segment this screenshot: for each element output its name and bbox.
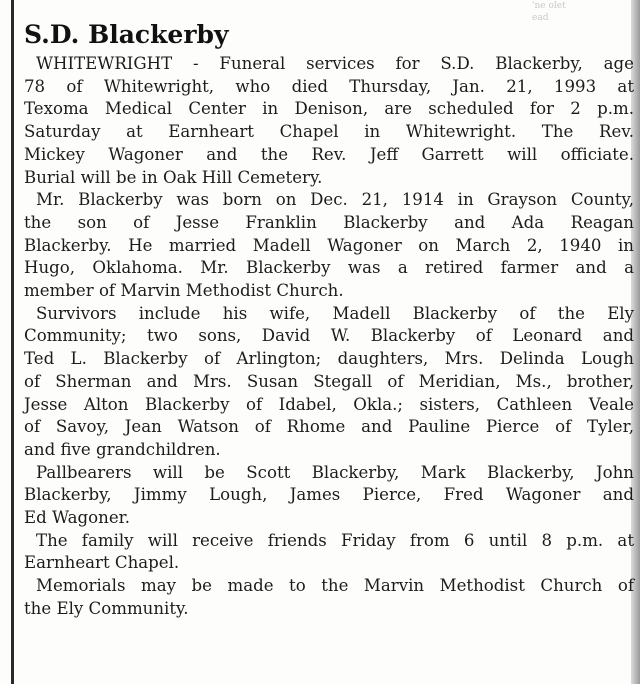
text-line: the son of Jesse Franklin Blackerby and Ada Reagan	[24, 212, 634, 232]
column-rule	[11, 0, 14, 684]
paragraph-survivors	[24, 303, 634, 462]
text-line: and five grandchildren.	[24, 439, 221, 459]
text-line: Ed Wagoner.	[24, 508, 131, 528]
paragraph-biography	[24, 189, 634, 303]
text-line: Burial will be in Oak Hill Cemetery.	[24, 167, 323, 187]
text-line: Jesse Alton Blackerby of Idabel, Okla.; sisters, Cathleen Veale	[24, 394, 634, 414]
paragraph-pallbearers	[24, 462, 634, 530]
text-line: The family will receive friends Friday from 6 until 8 p.m. at	[36, 530, 634, 550]
paragraph-services	[24, 53, 634, 189]
text-line: Mr. Blackerby was born on Dec. 21, 1914 in Grayson County,	[36, 190, 634, 210]
text-line: Memorials may be made to the Marvin Methodist Church of	[36, 576, 634, 596]
text-line: of Savoy, Jean Watson of Rhome and Pauline Pierce of Tyler,	[24, 417, 634, 437]
text-line: Survivors include his wife, Madell Blackerby of the Ely	[36, 303, 634, 323]
text-line: the Ely Community.	[24, 598, 189, 618]
text-line: Saturday at Earnheart Chapel in Whitewright. The Rev.	[24, 122, 634, 142]
text-line: Pallbearers will be Scott Blackerby, Mark Blackerby, John	[36, 462, 634, 482]
text-line: Earnheart Chapel.	[24, 553, 180, 573]
paragraph-visitation	[24, 530, 634, 575]
text-line: Community; two sons, David W. Blackerby of Leonard and	[24, 326, 634, 346]
text-line: Ted L. Blackerby of Arlington; daughters, Mrs. Delinda Lough	[24, 349, 634, 369]
text-line: Blackerby, Jimmy Lough, James Pierce, Fred Wagoner and	[24, 485, 634, 505]
headline: S.D. Blackerby	[24, 20, 229, 49]
text-line: 78 of Whitewright, who died Thursday, Jan. 21, 1993 at	[24, 76, 634, 96]
text-line: of Sherman and Mrs. Susan Stegall of Meridian, Ms., brother,	[24, 371, 634, 391]
text-line: Texoma Medical Center in Denison, are scheduled for 2 p.m.	[24, 99, 634, 119]
text-line: Hugo, Oklahoma. Mr. Blackerby was a retired farmer and a	[24, 258, 634, 278]
text-line: member of Marvin Methodist Church.	[24, 281, 344, 301]
bleed-line: 'ne olet	[532, 1, 566, 11]
text-line: Mickey Wagoner and the Rev. Jeff Garrett will officiate.	[24, 144, 634, 164]
paragraph-memorials	[24, 575, 634, 620]
text-line: WHITEWRIGHT - Funeral services for S.D. Blackerby, age	[36, 54, 634, 73]
bleed-line: ead	[532, 13, 549, 23]
obituary-article	[24, 20, 634, 621]
text-line: Blackerby. He married Madell Wagoner on March 2, 1940 in	[24, 235, 634, 255]
